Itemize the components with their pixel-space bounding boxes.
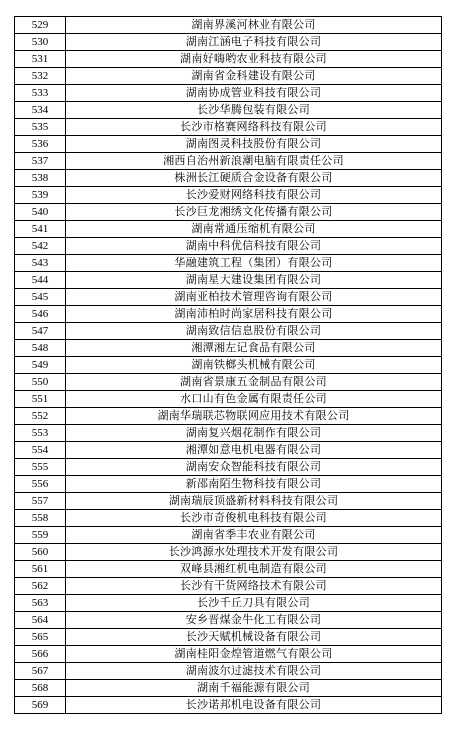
row-number: 543 <box>15 255 66 272</box>
row-number: 553 <box>15 425 66 442</box>
row-number: 554 <box>15 442 66 459</box>
row-number: 541 <box>15 221 66 238</box>
table-row <box>15 697 442 714</box>
company-name: 湖南华瑞联芯物联网应用技术有限公司 <box>66 408 442 425</box>
table-row <box>15 612 442 629</box>
row-number: 556 <box>15 476 66 493</box>
table-row <box>15 476 442 493</box>
row-number: 546 <box>15 306 66 323</box>
company-name: 湖南安众智能科技有限公司 <box>66 459 442 476</box>
row-number: 539 <box>15 187 66 204</box>
company-table <box>14 16 442 714</box>
table-row <box>15 17 442 34</box>
table-row <box>15 459 442 476</box>
company-name: 湖南桂阳金煌管道燃气有限公司 <box>66 646 442 663</box>
table-row <box>15 561 442 578</box>
company-name: 湘潭湘左记食品有限公司 <box>66 340 442 357</box>
table-row <box>15 680 442 697</box>
table-row <box>15 663 442 680</box>
company-name: 长沙市奇俊机电科技有限公司 <box>66 510 442 527</box>
table-row <box>15 425 442 442</box>
company-name: 长沙诺邦机电设备有限公司 <box>66 697 442 714</box>
table-row <box>15 153 442 170</box>
company-name: 长沙有干货网络技术有限公司 <box>66 578 442 595</box>
table-row <box>15 408 442 425</box>
table-row <box>15 85 442 102</box>
table-row <box>15 102 442 119</box>
company-name: 湖南好嗨哟农业科技有限公司 <box>66 51 442 68</box>
row-number: 557 <box>15 493 66 510</box>
row-number: 552 <box>15 408 66 425</box>
table-row <box>15 255 442 272</box>
company-name: 华融建筑工程（集团）有限公司 <box>66 255 442 272</box>
row-number: 561 <box>15 561 66 578</box>
table-row <box>15 544 442 561</box>
company-name: 安乡晋煤金牛化工有限公司 <box>66 612 442 629</box>
table-row <box>15 340 442 357</box>
row-number: 562 <box>15 578 66 595</box>
row-number: 537 <box>15 153 66 170</box>
row-number: 536 <box>15 136 66 153</box>
company-name: 湖南瑞辰顶盛新材料科技有限公司 <box>66 493 442 510</box>
table-row <box>15 170 442 187</box>
row-number: 544 <box>15 272 66 289</box>
company-list-document <box>14 16 442 714</box>
row-number: 532 <box>15 68 66 85</box>
table-row <box>15 527 442 544</box>
table-row <box>15 119 442 136</box>
row-number: 559 <box>15 527 66 544</box>
company-name: 湖南亚柏技术管理咨询有限公司 <box>66 289 442 306</box>
row-number: 566 <box>15 646 66 663</box>
table-row <box>15 578 442 595</box>
company-name: 新邵南陌生物科技有限公司 <box>66 476 442 493</box>
row-number: 569 <box>15 697 66 714</box>
company-name: 湖南省景康五金制品有限公司 <box>66 374 442 391</box>
table-row <box>15 442 442 459</box>
row-number: 529 <box>15 17 66 34</box>
row-number: 560 <box>15 544 66 561</box>
row-number: 538 <box>15 170 66 187</box>
company-name: 湖南铁榔头机械有限公司 <box>66 357 442 374</box>
row-number: 533 <box>15 85 66 102</box>
company-name: 湖南星大建设集团有限公司 <box>66 272 442 289</box>
row-number: 565 <box>15 629 66 646</box>
company-name: 长沙鸿源水处理技术开发有限公司 <box>66 544 442 561</box>
company-name: 湖南省金科建设有限公司 <box>66 68 442 85</box>
row-number: 550 <box>15 374 66 391</box>
company-name: 长沙天赋机械设备有限公司 <box>66 629 442 646</box>
table-row <box>15 323 442 340</box>
table-row <box>15 187 442 204</box>
company-name: 湖南省季丰农业有限公司 <box>66 527 442 544</box>
company-table-body <box>15 17 442 714</box>
table-row <box>15 493 442 510</box>
row-number: 548 <box>15 340 66 357</box>
table-row <box>15 510 442 527</box>
company-name: 湖南图灵科技股份有限公司 <box>66 136 442 153</box>
row-number: 545 <box>15 289 66 306</box>
company-name: 湘西自治州新浪潮电脑有限责任公司 <box>66 153 442 170</box>
company-name: 长沙市格赛网络科技有限公司 <box>66 119 442 136</box>
company-name: 双峰县湘红机电制造有限公司 <box>66 561 442 578</box>
company-name: 湖南致信信息股份有限公司 <box>66 323 442 340</box>
table-row <box>15 136 442 153</box>
table-row <box>15 629 442 646</box>
row-number: 535 <box>15 119 66 136</box>
company-name: 湖南常通压缩机有限公司 <box>66 221 442 238</box>
row-number: 551 <box>15 391 66 408</box>
row-number: 540 <box>15 204 66 221</box>
row-number: 564 <box>15 612 66 629</box>
row-number: 558 <box>15 510 66 527</box>
company-name: 株洲长江硬质合金设备有限公司 <box>66 170 442 187</box>
company-name: 长沙千丘刀具有限公司 <box>66 595 442 612</box>
table-row <box>15 34 442 51</box>
company-name: 湖南波尔过滤技术有限公司 <box>66 663 442 680</box>
company-name: 湖南江涵电子科技有限公司 <box>66 34 442 51</box>
table-row <box>15 357 442 374</box>
company-name: 湖南复兴烟花制作有限公司 <box>66 425 442 442</box>
company-name: 湖南界溪河林业有限公司 <box>66 17 442 34</box>
row-number: 549 <box>15 357 66 374</box>
row-number: 568 <box>15 680 66 697</box>
row-number: 530 <box>15 34 66 51</box>
company-name: 水口山有色金属有限责任公司 <box>66 391 442 408</box>
company-name: 长沙华腾包装有限公司 <box>66 102 442 119</box>
table-row <box>15 595 442 612</box>
table-row <box>15 221 442 238</box>
table-row <box>15 306 442 323</box>
company-name: 湖南中科优信科技有限公司 <box>66 238 442 255</box>
table-row <box>15 238 442 255</box>
row-number: 534 <box>15 102 66 119</box>
table-row <box>15 204 442 221</box>
table-row <box>15 68 442 85</box>
table-row <box>15 374 442 391</box>
company-name: 湖南千福能源有限公司 <box>66 680 442 697</box>
table-row <box>15 51 442 68</box>
row-number: 542 <box>15 238 66 255</box>
row-number: 555 <box>15 459 66 476</box>
company-name: 长沙巨龙湘绣文化传播有限公司 <box>66 204 442 221</box>
table-row <box>15 646 442 663</box>
company-name: 长沙爱财网络科技有限公司 <box>66 187 442 204</box>
row-number: 567 <box>15 663 66 680</box>
row-number: 547 <box>15 323 66 340</box>
table-row <box>15 391 442 408</box>
company-name: 湖南沛柏时尚家居科技有限公司 <box>66 306 442 323</box>
company-name: 湘潭如意电机电器有限公司 <box>66 442 442 459</box>
table-row <box>15 272 442 289</box>
row-number: 563 <box>15 595 66 612</box>
table-row <box>15 289 442 306</box>
company-name: 湖南协成管业科技有限公司 <box>66 85 442 102</box>
row-number: 531 <box>15 51 66 68</box>
